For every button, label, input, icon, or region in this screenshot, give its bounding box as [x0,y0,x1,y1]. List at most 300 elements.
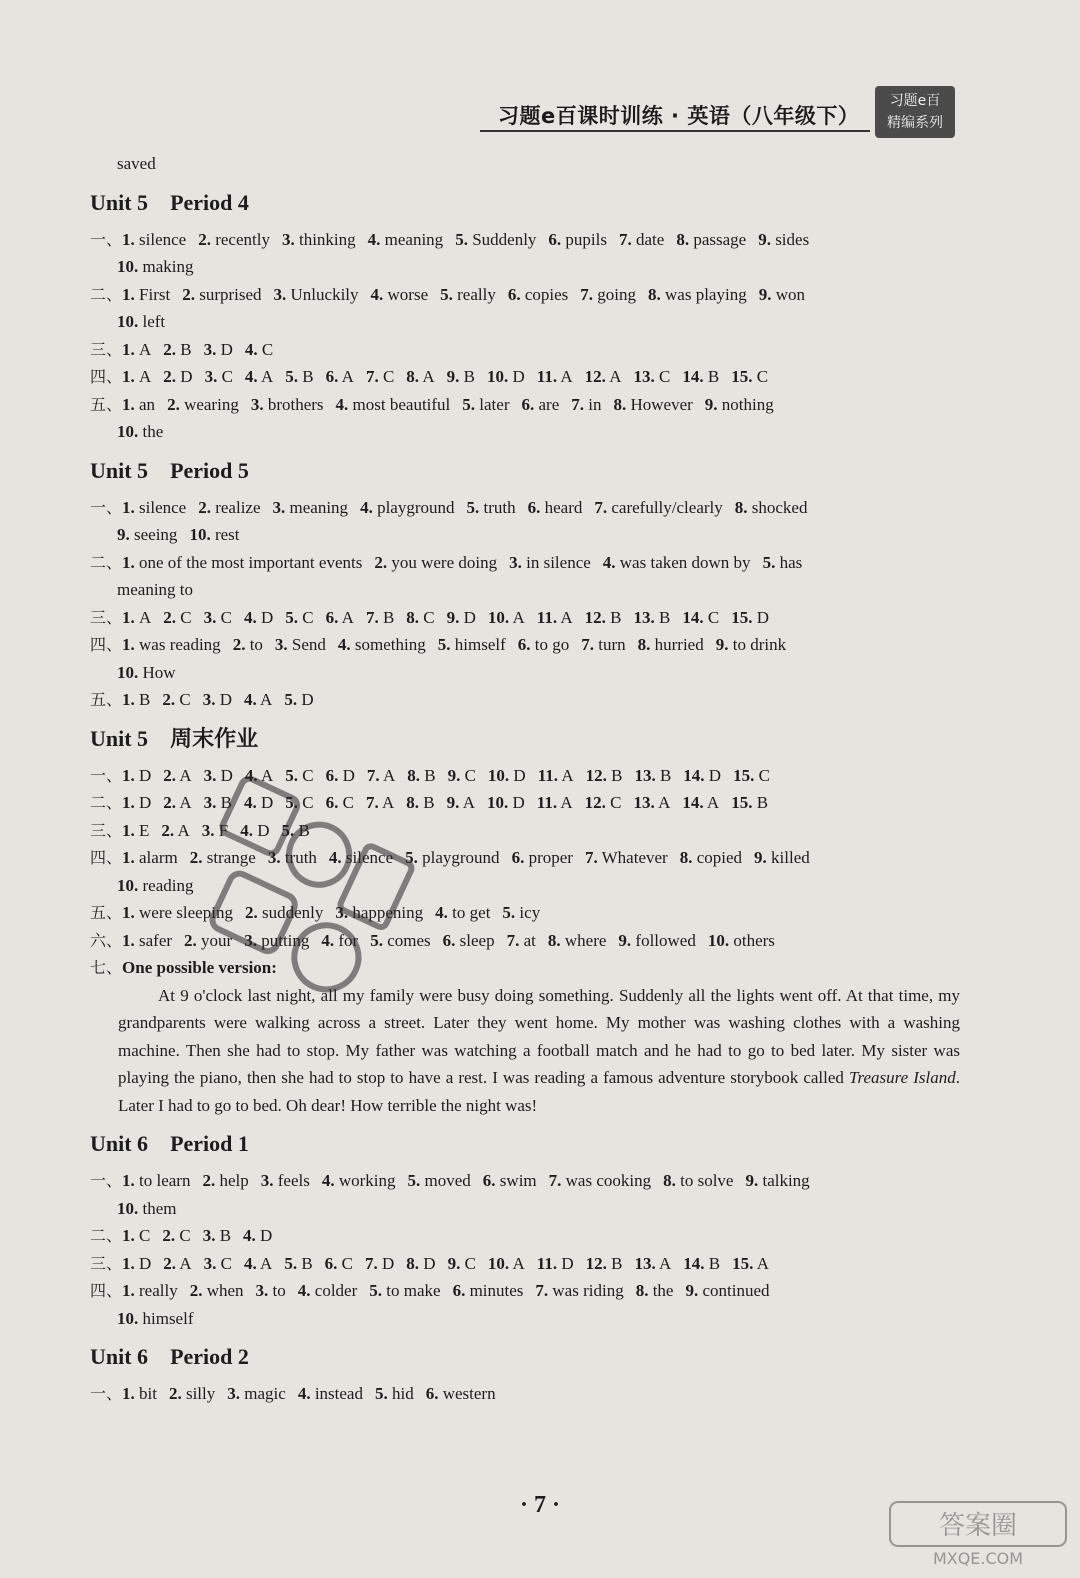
section-heading [90,724,970,754]
answer-item [586,1254,623,1273]
answer-number: 3. [250,394,264,414]
answer-number: 6. [325,793,339,812]
answer-number: 1. [122,552,135,572]
answer-text: C [758,765,770,785]
answer-line [90,281,970,309]
answer-line [90,308,970,336]
answer-text: B [180,339,192,359]
answer-number: 6. [324,1253,338,1273]
question-group-label: 四、 [90,848,123,867]
answer-number: 4. [244,765,258,785]
answer-text: was playing [665,284,747,304]
answer-text: proper [528,848,573,867]
answer-number: 8. [676,229,690,249]
answer-line [90,631,970,659]
answer-line [90,576,970,604]
answer-text: sides [775,229,810,249]
answer-number: 2. [202,1171,216,1190]
answer-number: 3. [244,930,257,950]
answer-item [284,1254,312,1273]
question-group-label: 四、 [90,367,123,386]
answer-item [122,367,151,386]
watermark-logo [888,1500,1068,1570]
answer-number: 15. [731,793,753,812]
page-header [480,86,960,146]
answer-text: Whatever [601,848,668,867]
answer-text: suddenly [261,903,324,922]
answer-item [285,608,313,627]
answer-text: really [457,284,496,304]
answer-text: D [423,1253,436,1273]
answer-number: 1. [122,339,135,359]
answer-item [733,766,770,785]
answer-item [261,1171,310,1190]
answer-text: A [462,793,475,812]
answer-text: pupils [565,229,607,249]
answer-number: 2. [167,394,180,414]
answer-text: was reading [139,635,221,654]
answer-number: 10. [486,793,509,812]
answer-number: 8. [406,1253,420,1273]
answer-number: 4. [243,607,257,627]
answer-item [448,766,476,785]
answer-text: D [561,1253,574,1273]
answer-text: you were doing [391,552,498,572]
answer-number: 1. [122,367,135,386]
series-badge-line2: 精编系列 [887,115,943,131]
answer-item [122,821,149,840]
answer-number: 4. [602,552,616,572]
answer-text: B [756,793,769,812]
answer-text: magic [244,1384,286,1403]
answer-text: shocked [751,497,808,517]
answer-number: 7. [506,930,520,950]
answer-text: copies [524,284,569,304]
answer-item [537,793,573,812]
answer-text: A [560,793,573,812]
page-number: · 7 · [519,1492,560,1518]
answer-number: 3. [272,497,286,517]
answer-item [163,608,191,627]
answer-number: 15. [731,367,753,386]
answer-text: the [652,1281,674,1300]
answer-text: D [260,607,274,627]
essay-text: At 9 o'clock last night, all my family were busy doing something. Suddenly all the lights went off. At that time, my grandparents were walking across a street. Later they went home. My mother was washing clothes with a washing machine. Then she had to stop. My father was watching a football match and he had to go to bed later. My sister was playing the piano, then she had to stop to have a rest. I was reading a famous adventure storybook called [118,985,960,1087]
answer-text: B [463,367,475,386]
answer-item [360,498,454,517]
answer-number: 6. [452,1281,466,1300]
answer-number: 3. [202,1226,216,1245]
answer-number: 1. [122,690,135,709]
answer-text: A [341,367,354,386]
question-group-label: 二、 [90,552,123,572]
answer-number: 2. [198,497,211,517]
answer-item [245,367,273,386]
answer-number: 8. [679,848,693,867]
answer-number: 6. [521,394,535,414]
answer-number: 10. [487,607,510,627]
answer-text: happening [352,903,424,922]
svg-text:MXQE.COM: MXQE.COM [932,1549,1024,1568]
answer-text: B [220,793,232,812]
answer-item [122,230,186,249]
answer-number: 9. [618,930,632,950]
answer-text: C [139,1226,151,1245]
answer-number: 5. [281,820,295,840]
question-group-label: 一、 [90,765,123,785]
answer-item [716,635,786,654]
answer-item [488,1254,525,1273]
answer-number: 8. [406,793,420,812]
answer-number: 11. [536,367,558,386]
answer-text: something [354,635,426,654]
answer-text: was riding [552,1281,624,1300]
answer-item [406,1254,435,1273]
answer-item [731,793,768,812]
answer-item [122,553,362,572]
answer-number: 1. [122,903,135,922]
answer-item [455,230,536,249]
answer-item [298,1384,363,1403]
answer-text: B [659,607,671,627]
answer-item [204,1254,232,1273]
answer-item [366,608,394,627]
answer-item [245,340,273,359]
answer-text: really [139,1281,178,1300]
answer-number: 5. [502,903,516,922]
answer-number: 5. [405,848,418,867]
answer-item [366,367,394,386]
answer-item [202,1171,248,1190]
answer-number: 5. [462,394,476,414]
answer-number: 5. [407,1171,421,1190]
answer-number: 8. [635,1281,649,1300]
answer-number: 10. [707,930,730,950]
answer-text: C [221,367,233,386]
answer-line [90,1167,970,1195]
answer-number: 8. [406,607,420,627]
answer-number: 12. [585,1253,607,1273]
answer-number: 5. [285,607,299,627]
answer-item [189,525,239,544]
answer-item [580,285,636,304]
answer-text: D [708,765,722,785]
answer-text: D [139,1253,152,1273]
answer-text: B [423,793,435,812]
answer-number: 1. [122,793,135,812]
answer-item [634,367,671,386]
answer-text: most beautiful [352,394,451,414]
answer-number: 6. [482,1171,496,1190]
answer-text: D [257,820,270,840]
answer-text: are [538,394,560,414]
answer-number: 3. [281,229,295,249]
answer-text: to get [452,903,491,922]
answer-item [182,285,261,304]
period-label: Period 5 [170,457,249,483]
answer-item [122,1254,151,1273]
answer-number: 9. [446,367,460,386]
answer-text: later [479,394,510,414]
answer-item [538,766,574,785]
answer-item [447,793,475,812]
answer-item [585,848,668,867]
answer-text: putting [261,930,310,950]
answer-text: A [560,607,573,627]
answer-number: 4. [297,1384,311,1403]
answer-item [507,931,536,950]
answer-line [90,363,970,391]
answer-number: 7. [584,848,598,867]
answer-number: 1. [122,1171,135,1190]
answer-number: 5. [440,284,453,304]
answer-item [326,367,354,386]
answer-text: C [464,765,476,785]
answer-text: A [139,607,152,627]
answer-item [406,367,434,386]
answer-text: were sleeping [139,903,233,922]
answer-number: 10. [117,875,139,895]
answer-text: to solve [680,1171,734,1190]
answer-item [731,608,769,627]
answer-text: sleep [459,930,495,950]
answer-item [122,1281,178,1300]
answer-number: 15. [733,765,755,785]
answer-number: 8. [406,367,420,386]
answer-text: to drink [732,635,787,654]
answer-item [117,525,177,544]
answer-text: safer [139,930,173,950]
answer-text: left [142,312,166,331]
answer-number: 6. [511,848,525,867]
answer-text: First [139,284,171,304]
answer-text: hurried [654,635,704,654]
answer-text: silence [139,229,187,249]
question-group-label: 四、 [90,1281,123,1300]
book-title: 习题e百课时训练 · 英语（八年级下） [498,104,860,128]
answer-number: 10. [117,422,139,441]
answer-number: 13. [634,765,656,785]
answer-number: 5. [374,1384,388,1403]
answer-item [122,1226,150,1245]
answer-number: 2. [374,552,388,572]
question-group-label: 五、 [90,690,123,709]
answer-number: 9. [117,525,130,544]
answer-number: 3. [203,765,217,785]
answer-number: 2. [163,793,177,812]
answer-number: 5. [285,367,299,386]
answer-number: 6. [527,497,541,517]
answer-number: 4. [243,1253,257,1273]
question-group-label: 三、 [90,607,123,627]
answer-item [682,608,719,627]
answer-text: realize [215,497,261,517]
answer-item [683,766,721,785]
answer-text: D [512,793,525,812]
answer-item [638,635,704,654]
answer-text: swim [499,1171,537,1190]
answer-item [243,1226,272,1245]
answer-number: 4. [321,1171,335,1190]
answer-item [282,230,356,249]
answer-text: was cooking [565,1171,652,1190]
answer-item [163,367,192,386]
answer-number: 2. [163,367,177,386]
answer-number: 3. [203,793,217,812]
question-group-label: 二、 [90,793,123,812]
answer-item [462,395,509,414]
answer-text: turn [598,635,626,654]
answer-text: C [179,690,191,709]
answer-item [537,367,573,386]
period-label: Period 4 [170,189,249,215]
answer-item [636,1281,674,1300]
answer-number: 7. [571,394,584,414]
answer-line [90,1222,970,1250]
answer-number: 4. [321,930,335,950]
answer-number: 9. [758,284,772,304]
answer-item [435,903,490,922]
answer-text: A [561,765,574,785]
answer-item [745,1171,809,1190]
question-group-label: 三、 [90,1253,123,1273]
answer-item [440,285,496,304]
period-label: Period 2 [170,1344,249,1369]
answer-text: A [179,793,192,812]
answer-text: C [220,1253,232,1273]
answer-text: thinking [298,229,356,249]
answer-item [251,395,324,414]
answer-item [122,395,155,414]
answer-number: 3. [255,1281,269,1300]
answer-number: 2. [189,1281,203,1300]
answer-text: C [342,793,354,812]
answer-text: B [424,765,436,785]
answer-number: 1. [122,284,135,304]
answer-item [571,395,601,414]
question-group-label: 四、 [90,635,123,654]
answer-number: 1. [122,820,135,840]
answer-number: 3. [335,903,349,922]
answer-number: 2. [161,820,175,840]
answer-text: B [707,367,720,386]
answer-text: C [659,367,671,386]
answer-number: 7. [366,765,380,785]
answer-number: 3. [267,848,281,867]
answer-text: working [338,1171,396,1190]
answer-item [685,1281,769,1300]
answer-line [90,659,970,687]
answer-item [163,340,191,359]
answer-text: meaning [384,229,444,249]
answer-text: B [659,765,672,785]
answer-number: 7. [548,1171,562,1190]
answer-text: going [597,284,637,304]
answer-text: C [423,607,435,627]
answer-item [518,635,569,654]
answer-item [634,793,671,812]
answer-text: brothers [267,394,324,414]
question-group-label: 三、 [90,339,123,359]
question-group-label: 一、 [90,1384,123,1403]
answer-text: hid [391,1384,414,1403]
answer-text: carefully/clearly [611,497,723,517]
answer-text: D [513,765,526,785]
question-group-label: 三、 [90,820,123,840]
answer-text: However [630,394,693,414]
answer-text: C [341,1253,354,1273]
answer-number: 4. [244,339,258,359]
answer-number: 7. [365,367,379,386]
answer-text: C [302,793,314,812]
answer-item [683,1254,720,1273]
period-label: 周末作业 [170,725,259,751]
answer-number: 9. [715,635,729,654]
answer-number: 7. [365,1253,378,1273]
answer-item [682,793,719,812]
answer-item [190,1281,244,1300]
answer-item [586,766,623,785]
answer-number: 6. [507,284,521,304]
answer-number: 6. [425,1384,439,1403]
answer-text: C [464,1253,476,1273]
answer-item [326,608,354,627]
answer-number: 8. [648,284,661,304]
answer-item [117,1309,194,1328]
header-rule [480,130,870,132]
answer-text: How [142,662,176,682]
answer-item [759,285,805,304]
answer-number: 4. [244,367,258,386]
answer-number: 5. [285,793,299,812]
answer-text: to learn [139,1171,191,1190]
answer-number: 7. [365,793,379,812]
answer-text: D [260,1226,273,1245]
answer-item [285,367,313,386]
answer-number: 3. [227,1384,241,1403]
question-group-label: 一、 [90,229,123,249]
answer-text: B [610,607,622,627]
answer-text: your [201,930,233,950]
answer-text: A [260,1253,273,1273]
answer-item [122,635,221,654]
answer-number: 14. [683,1253,705,1273]
answer-item [512,848,573,867]
answer-item [537,1254,574,1273]
answer-item [371,285,429,304]
answer-text: to [272,1281,286,1300]
answer-item [758,230,809,249]
answer-number: 5. [285,765,299,785]
answer-number: 3. [202,690,216,709]
question-group-label: 一、 [90,1171,123,1190]
answer-item [448,1254,476,1273]
answer-item [467,498,516,517]
answer-number: 10. [487,765,510,785]
answer-number: 6. [442,930,456,950]
answer-number: 9. [447,1253,461,1273]
answer-text: B [611,1253,623,1273]
answer-item [508,285,568,304]
answer-item [705,395,774,414]
answer-item [338,635,426,654]
answer-item [634,1254,671,1273]
answer-text: A [139,339,152,359]
answer-number: 8. [637,635,651,654]
answer-line [90,336,970,364]
answer-number: 1. [122,765,135,785]
answer-text: worse [387,284,429,304]
